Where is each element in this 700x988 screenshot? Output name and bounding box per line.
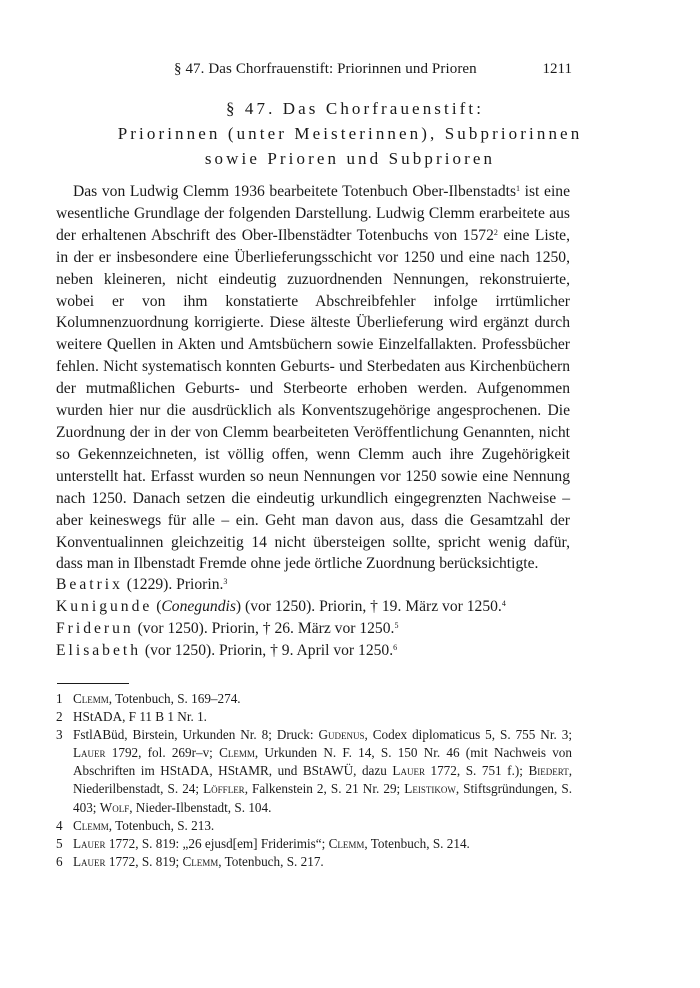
entry-name: Kunigunde: [56, 597, 153, 615]
footnote-divider: [57, 683, 129, 684]
heading-line-3: sowie Prioren und Subprioren: [204, 149, 496, 168]
entry-alt-name: Conegundis: [161, 597, 236, 615]
running-title: § 47. Das Chorfrauenstift: Priorinnen und Prioren: [174, 61, 477, 77]
body-text-part: Das von Ludwig Clemm 1936 bearbeitete Totenbuch Ober-Ilbenstadts: [73, 183, 517, 200]
footnote-ref: 2: [493, 227, 498, 237]
footnote: [56, 853, 572, 871]
footnote-number: 2: [56, 709, 63, 725]
entry-name: Friderun: [56, 619, 134, 637]
footnote: [56, 817, 572, 835]
footnote-text: Clemm, Totenbuch, S. 213.: [73, 817, 215, 833]
entry-text: (vor 1250). Priorin, † 9. April vor 1250.: [141, 641, 394, 659]
footnote-ref: 4: [501, 598, 506, 608]
footnote-ref: 1: [516, 184, 521, 193]
footnote-ref: 3: [223, 577, 228, 586]
prioress-list: [56, 574, 576, 662]
footnote-text: Clemm, Totenbuch, S. 169–274.: [73, 691, 241, 706]
heading-line-1: § 47. Das Chorfrauenstift:: [225, 99, 485, 118]
body-text-part: eine Liste, in der er insbesondere eine Überlieferungsschicht vor 1250 und eine nach 1250, neben kleineren, nicht eindeutig zuzuordnenden Nennungen, rekonstruierte, wobei er von ihm konstatierte Abschreibfehler infolge irrtümlicher Kolumnenzuordnung korrigierte. Diese älteste Überlieferung wird ergänzt durch weitere Quellen in Akten und Amtsbüchern sowie Einzelfallakten. Professbücher fehlen. Nicht systematisch konnten Geburts- und Sterbedaten aus Kirchenbüchern der mutmaßlichen Geburts- und Sterbeorte erhoben werden. Aufgenommen wurden hier nur die ausdrücklich als Konventszugehörige angesprochenen. Die Zuordnung der in der von Clemm bearbeiteten Veröffentlichung Genannten, nicht so Gekennzeichneten, ist völlig offen, wenn Clemm auch ihre Zugehörigkeit unterstellt hat. Erfasst wurden so neun Nennungen vor 1250 sowie eine Nennung nach 1250. Danach setzen die eindeutig urkundlich eingegrenzten Nachweise – aber keineswegs für alle – ein. Geht man davon aus, dass die Gesamtzahl der Konventualinnen gleichzeitig 14 nicht übersteigen sollte, spricht wenig dafür, dass man in Ilbenstadt Fremde ohne jede örtliche Zuordnung berücksichtigte.: [56, 226, 570, 573]
body-text-part: ist eine wesentliche Grundlage der folgenden Darstellung. Ludwig Clemm erarbeitete aus der erhaltenen Abschrift des Ober-Ilbenstädter Totenbuchs von 1572: [56, 183, 570, 244]
footnote: [56, 835, 572, 853]
list-item: [56, 618, 576, 640]
section-heading: [0, 96, 700, 171]
footnotes: [56, 690, 572, 871]
footnote-number: 5: [56, 835, 63, 851]
footnote-text: Lauer 1772, S. 819: „26 ejusd[em] Friderimis“; Clemm, Totenbuch, S. 214.: [73, 835, 470, 851]
footnote-ref: 5: [394, 620, 399, 630]
footnote: [56, 690, 572, 708]
list-item: Kunigunde (Conegundis) (vor 1250). Priorin, † 19. März vor 1250.$^4$: [56, 597, 506, 615]
footnote-number: 6: [56, 853, 63, 869]
footnote: [56, 708, 572, 726]
list-item: [56, 640, 576, 662]
footnote-number: 4: [56, 817, 63, 833]
footnote-text: Lauer 1772, S. 819; Clemm, Totenbuch, S. 217.: [73, 853, 324, 869]
footnote-text: HStADA, F 11 B 1 Nr. 1.: [73, 709, 207, 725]
footnote-number: 3: [56, 727, 63, 743]
body-paragraph: [56, 181, 570, 575]
body-text: [56, 181, 570, 575]
entry-name: Elisabeth: [56, 641, 142, 659]
entry-text: (vor 1250). Priorin, † 19. März vor 1250.: [241, 597, 502, 615]
entry-text: (1229). Priorin.: [122, 576, 224, 593]
heading-line-2: Priorinnen (unter Meisterinnen), Subpriorinnen: [117, 124, 583, 143]
footnote-ref: 6: [393, 642, 398, 652]
footnote-text: FstlABüd, Birstein, Urkunden Nr. 8; Druck: Gudenus, Codex diplomaticus 5, S. 755 Nr. 3; Lauer 1792, fol. 269r–v; Clemm, Urkunden N. F. 14, S. 150 Nr. 46 (mit Nachweis von Abschriften im HStADA, HStAMR, und BStAWÜ, dazu Lauer 1772, S. 751 f.); Biedert, Niederilbenstadt, S. 24; Löffler, Falkenstein 2, S. 21 Nr. 29; Leistikow, Stiftsgründungen, S. 403; Wolf, Nieder-Ilbenstadt, S. 104.: [73, 727, 573, 815]
footnote-number: 1: [56, 691, 63, 706]
list-item: [56, 574, 576, 596]
page-number: 1211: [542, 61, 572, 77]
entry-text: (vor 1250). Priorin, † 26. März vor 1250.: [133, 619, 395, 637]
footnote: [56, 726, 572, 816]
entry-name: Beatrix: [56, 576, 123, 593]
